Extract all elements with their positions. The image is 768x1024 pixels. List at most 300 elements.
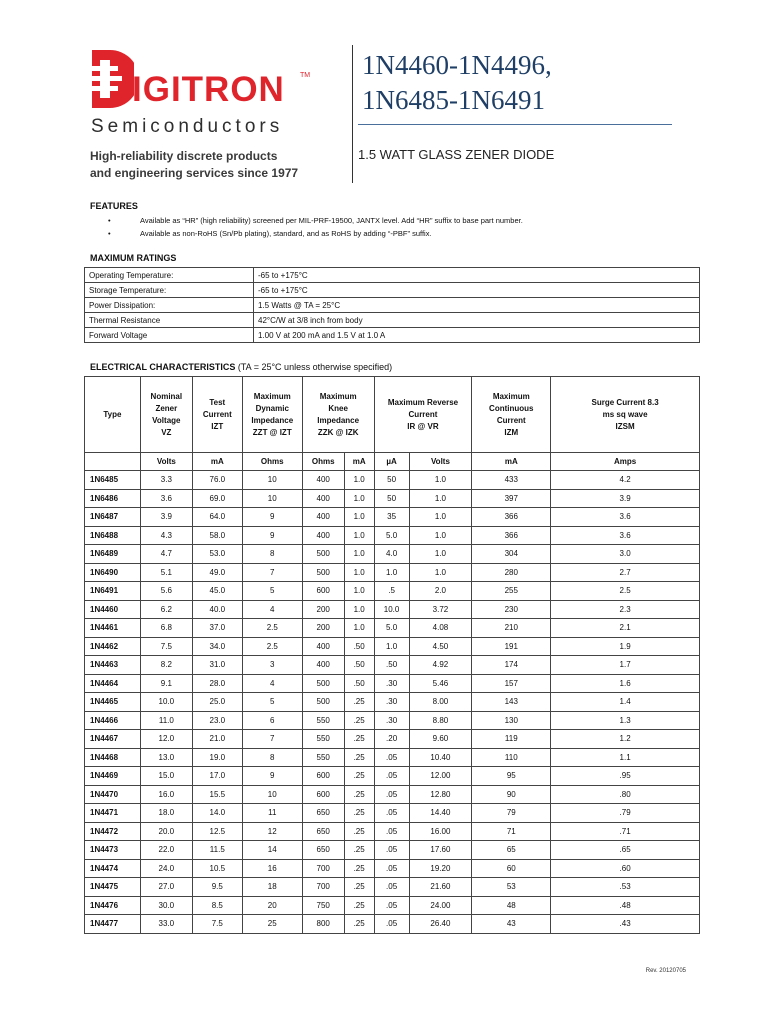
value-cell: 400 — [302, 526, 344, 545]
value-cell: 23.0 — [192, 711, 242, 730]
value-cell: 65 — [472, 841, 551, 860]
unit-cell — [85, 453, 141, 471]
product-subtitle: 1.5 WATT GLASS ZENER DIODE — [358, 147, 555, 162]
value-cell: 27.0 — [140, 878, 192, 897]
table-row — [85, 841, 700, 860]
value-cell: .53 — [551, 878, 700, 897]
value-cell: 21.60 — [409, 878, 472, 897]
value-cell: 43 — [472, 915, 551, 934]
table-row — [85, 563, 700, 582]
rating-value: -65 to +175°C — [254, 268, 700, 283]
value-cell: 600 — [302, 582, 344, 601]
value-cell: 28.0 — [192, 674, 242, 693]
value-cell: 25.0 — [192, 693, 242, 712]
rating-value: 42°C/W at 3/8 inch from body — [254, 313, 700, 328]
value-cell: 8.5 — [192, 896, 242, 915]
value-cell: 16 — [242, 859, 302, 878]
col-izm: Maximum Continuous Current IZM — [472, 377, 551, 453]
value-cell: 69.0 — [192, 489, 242, 508]
value-cell: 5.1 — [140, 563, 192, 582]
value-cell: 26.40 — [409, 915, 472, 934]
value-cell: 700 — [302, 878, 344, 897]
value-cell: .05 — [374, 896, 409, 915]
value-cell: 397 — [472, 489, 551, 508]
value-cell: 600 — [302, 767, 344, 786]
value-cell: 33.0 — [140, 915, 192, 934]
rating-value: -65 to +175°C — [254, 283, 700, 298]
value-cell: 40.0 — [192, 600, 242, 619]
max-ratings-table — [84, 267, 700, 343]
value-cell: 7 — [242, 730, 302, 749]
value-cell: .43 — [551, 915, 700, 934]
table-row — [85, 637, 700, 656]
type-cell: 1N4461 — [85, 619, 141, 638]
value-cell: 130 — [472, 711, 551, 730]
value-cell: 16.00 — [409, 822, 472, 841]
value-cell: 500 — [302, 563, 344, 582]
value-cell: 76.0 — [192, 471, 242, 490]
logo-subtitle: Semiconductors — [91, 116, 284, 137]
value-cell: 3.6 — [551, 508, 700, 527]
table-row — [85, 508, 700, 527]
value-cell: 6 — [242, 711, 302, 730]
value-cell: 1.0 — [344, 563, 374, 582]
value-cell: 230 — [472, 600, 551, 619]
table-row — [85, 656, 700, 675]
value-cell: 200 — [302, 619, 344, 638]
value-cell: .65 — [551, 841, 700, 860]
value-cell: 3.72 — [409, 600, 472, 619]
value-cell: 11.0 — [140, 711, 192, 730]
table-row — [85, 619, 700, 638]
feature-item — [108, 227, 523, 240]
value-cell: 19.0 — [192, 748, 242, 767]
title-rule — [358, 124, 672, 125]
feature-item — [108, 214, 523, 227]
value-cell: 1.0 — [374, 637, 409, 656]
value-cell: 5 — [242, 582, 302, 601]
value-cell: 1.0 — [409, 563, 472, 582]
value-cell: 8 — [242, 748, 302, 767]
table-row — [85, 526, 700, 545]
table-row — [85, 878, 700, 897]
header-row — [85, 377, 700, 453]
rating-label: Power Dissipation: — [85, 298, 254, 313]
type-cell: 1N4466 — [85, 711, 141, 730]
value-cell: 433 — [472, 471, 551, 490]
value-cell: .48 — [551, 896, 700, 915]
value-cell: 2.3 — [551, 600, 700, 619]
col-ir: Maximum Reverse Current IR @ VR — [374, 377, 472, 453]
table-row — [85, 298, 700, 313]
table-row — [85, 896, 700, 915]
value-cell: 650 — [302, 841, 344, 860]
value-cell: 10 — [242, 489, 302, 508]
type-cell: 1N4475 — [85, 878, 141, 897]
type-cell: 1N4469 — [85, 767, 141, 786]
value-cell: .30 — [374, 674, 409, 693]
features-heading: FEATURES — [90, 201, 138, 211]
value-cell: 24.00 — [409, 896, 472, 915]
value-cell: 14.40 — [409, 804, 472, 823]
tagline-line-2: and engineering services since 1977 — [90, 166, 299, 180]
value-cell: 9.5 — [192, 878, 242, 897]
value-cell: 400 — [302, 656, 344, 675]
value-cell: 30.0 — [140, 896, 192, 915]
col-izsm: Surge Current 8.3 ms sq wave IZSM — [551, 377, 700, 453]
rating-value: 1.5 Watts @ TA = 25°C — [254, 298, 700, 313]
value-cell: .5 — [374, 582, 409, 601]
value-cell: 10.5 — [192, 859, 242, 878]
value-cell: 1.0 — [409, 526, 472, 545]
value-cell: 2.5 — [551, 582, 700, 601]
features-list — [108, 214, 523, 240]
type-cell: 1N4463 — [85, 656, 141, 675]
table-row — [85, 471, 700, 490]
value-cell: 49.0 — [192, 563, 242, 582]
table-row — [85, 674, 700, 693]
value-cell: 45.0 — [192, 582, 242, 601]
value-cell: 24.0 — [140, 859, 192, 878]
value-cell: 1.0 — [344, 508, 374, 527]
value-cell: 14.0 — [192, 804, 242, 823]
value-cell: 25 — [242, 915, 302, 934]
unit-cell: Ohms — [242, 453, 302, 471]
electrical-condition: (TA = 25°C unless otherwise specified) — [237, 362, 393, 372]
feature-text: Available as non-RoHS (Sn/Pb plating), standard, and as RoHS by adding “-PBF” suffix. — [140, 229, 432, 238]
rating-label: Operating Temperature: — [85, 268, 254, 283]
type-cell: 1N6489 — [85, 545, 141, 564]
value-cell: 600 — [302, 785, 344, 804]
value-cell: .25 — [344, 804, 374, 823]
table-row — [85, 804, 700, 823]
type-cell: 1N4464 — [85, 674, 141, 693]
value-cell: .25 — [344, 785, 374, 804]
max-ratings-heading: MAXIMUM RATINGS — [90, 253, 177, 263]
value-cell: 1.7 — [551, 656, 700, 675]
value-cell: 6.2 — [140, 600, 192, 619]
value-cell: 8.2 — [140, 656, 192, 675]
value-cell: 119 — [472, 730, 551, 749]
value-cell: 1.0 — [344, 545, 374, 564]
value-cell: .25 — [344, 878, 374, 897]
value-cell: 53.0 — [192, 545, 242, 564]
unit-cell: Volts — [409, 453, 472, 471]
value-cell: 79 — [472, 804, 551, 823]
value-cell: 1.0 — [374, 563, 409, 582]
part-range-2: 1N6485-1N6491 — [362, 85, 545, 115]
value-cell: 1.0 — [409, 471, 472, 490]
table-row — [85, 489, 700, 508]
value-cell: 1.3 — [551, 711, 700, 730]
value-cell: 1.0 — [344, 471, 374, 490]
type-cell: 1N4472 — [85, 822, 141, 841]
table-row — [85, 730, 700, 749]
value-cell: .05 — [374, 841, 409, 860]
value-cell: 9 — [242, 767, 302, 786]
table-row — [85, 748, 700, 767]
value-cell: 58.0 — [192, 526, 242, 545]
table-row — [85, 600, 700, 619]
unit-cell: mA — [472, 453, 551, 471]
value-cell: 11.5 — [192, 841, 242, 860]
value-cell: 191 — [472, 637, 551, 656]
value-cell: 4.7 — [140, 545, 192, 564]
value-cell: 7 — [242, 563, 302, 582]
value-cell: 12 — [242, 822, 302, 841]
value-cell: 210 — [472, 619, 551, 638]
value-cell: 7.5 — [140, 637, 192, 656]
type-cell: 1N4474 — [85, 859, 141, 878]
value-cell: 16.0 — [140, 785, 192, 804]
part-range-1: 1N4460-1N4496, — [362, 50, 552, 80]
type-cell: 1N4477 — [85, 915, 141, 934]
col-vz: Nominal Zener Voltage VZ — [140, 377, 192, 453]
value-cell: .30 — [374, 693, 409, 712]
value-cell: 9 — [242, 526, 302, 545]
col-zzk: Maximum Knee Impedance ZZK @ IZK — [302, 377, 374, 453]
value-cell: 14 — [242, 841, 302, 860]
table-row — [85, 545, 700, 564]
type-cell: 1N6488 — [85, 526, 141, 545]
value-cell: 200 — [302, 600, 344, 619]
value-cell: 255 — [472, 582, 551, 601]
value-cell: .80 — [551, 785, 700, 804]
logo-wordmark: IGITRON — [132, 70, 285, 109]
table-row — [85, 313, 700, 328]
value-cell: 12.80 — [409, 785, 472, 804]
value-cell: 12.00 — [409, 767, 472, 786]
value-cell: .50 — [344, 674, 374, 693]
value-cell: .05 — [374, 804, 409, 823]
value-cell: 15.0 — [140, 767, 192, 786]
table-row — [85, 711, 700, 730]
type-cell: 1N6485 — [85, 471, 141, 490]
type-cell: 1N4470 — [85, 785, 141, 804]
part-number-title — [362, 48, 552, 118]
col-zzt: Maximum Dynamic Impedance ZZT @ IZT — [242, 377, 302, 453]
value-cell: 1.6 — [551, 674, 700, 693]
value-cell: 50 — [374, 489, 409, 508]
value-cell: 2.7 — [551, 563, 700, 582]
type-cell: 1N4476 — [85, 896, 141, 915]
value-cell: 37.0 — [192, 619, 242, 638]
company-logo — [88, 46, 311, 138]
value-cell: 366 — [472, 508, 551, 527]
value-cell: 64.0 — [192, 508, 242, 527]
electrical-heading — [90, 362, 392, 372]
bullet-icon: • — [108, 216, 111, 225]
value-cell: .25 — [344, 748, 374, 767]
feature-text: Available as “HR” (high reliability) screened per MIL-PRF-19500, JANTX level. Add “HR” suffix to base part number. — [140, 216, 523, 225]
value-cell: 3.9 — [551, 489, 700, 508]
value-cell: 22.0 — [140, 841, 192, 860]
table-row — [85, 785, 700, 804]
value-cell: 31.0 — [192, 656, 242, 675]
table-row — [85, 328, 700, 343]
trademark-mark: TM — [300, 72, 311, 79]
tagline-line-1: High-reliability discrete products — [90, 149, 278, 163]
value-cell: .50 — [344, 656, 374, 675]
value-cell: 34.0 — [192, 637, 242, 656]
value-cell: 53 — [472, 878, 551, 897]
unit-cell: mA — [192, 453, 242, 471]
value-cell: .05 — [374, 878, 409, 897]
value-cell: 4.50 — [409, 637, 472, 656]
value-cell: .25 — [344, 841, 374, 860]
value-cell: 1.9 — [551, 637, 700, 656]
value-cell: 366 — [472, 526, 551, 545]
value-cell: 280 — [472, 563, 551, 582]
value-cell: 400 — [302, 489, 344, 508]
value-cell: 21.0 — [192, 730, 242, 749]
value-cell: 95 — [472, 767, 551, 786]
value-cell: 143 — [472, 693, 551, 712]
value-cell: 2.0 — [409, 582, 472, 601]
value-cell: 4 — [242, 600, 302, 619]
value-cell: 304 — [472, 545, 551, 564]
value-cell: 157 — [472, 674, 551, 693]
value-cell: 10 — [242, 471, 302, 490]
value-cell: 60 — [472, 859, 551, 878]
type-cell: 1N4467 — [85, 730, 141, 749]
value-cell: 2.1 — [551, 619, 700, 638]
table-row — [85, 822, 700, 841]
value-cell: 174 — [472, 656, 551, 675]
table-row — [85, 283, 700, 298]
value-cell: 1.1 — [551, 748, 700, 767]
value-cell: 4 — [242, 674, 302, 693]
table-row — [85, 859, 700, 878]
value-cell: 1.0 — [409, 489, 472, 508]
value-cell: 35 — [374, 508, 409, 527]
value-cell: 10.40 — [409, 748, 472, 767]
value-cell: 5.46 — [409, 674, 472, 693]
electrical-title: ELECTRICAL CHARACTERISTICS — [90, 362, 236, 372]
value-cell: 500 — [302, 545, 344, 564]
digitron-d-logo-icon — [88, 46, 134, 112]
value-cell: 4.08 — [409, 619, 472, 638]
value-cell: 8.00 — [409, 693, 472, 712]
value-cell: 2.5 — [242, 619, 302, 638]
type-cell: 1N6487 — [85, 508, 141, 527]
value-cell: .25 — [344, 693, 374, 712]
value-cell: 48 — [472, 896, 551, 915]
value-cell: 1.0 — [344, 489, 374, 508]
company-tagline — [90, 148, 340, 182]
value-cell: 4.92 — [409, 656, 472, 675]
value-cell: 4.2 — [551, 471, 700, 490]
value-cell: 1.0 — [409, 545, 472, 564]
value-cell: .50 — [374, 656, 409, 675]
type-cell: 1N4462 — [85, 637, 141, 656]
col-izt: Test Current IZT — [192, 377, 242, 453]
bullet-icon: • — [108, 229, 111, 238]
value-cell: 90 — [472, 785, 551, 804]
value-cell: .60 — [551, 859, 700, 878]
value-cell: 5.6 — [140, 582, 192, 601]
value-cell: 17.60 — [409, 841, 472, 860]
header-divider — [352, 45, 353, 183]
value-cell: 700 — [302, 859, 344, 878]
value-cell: .25 — [344, 822, 374, 841]
value-cell: 500 — [302, 674, 344, 693]
value-cell: .71 — [551, 822, 700, 841]
unit-cell: µA — [374, 453, 409, 471]
value-cell: 9.60 — [409, 730, 472, 749]
value-cell: .05 — [374, 915, 409, 934]
value-cell: 1.2 — [551, 730, 700, 749]
value-cell: 3 — [242, 656, 302, 675]
unit-cell: mA — [344, 453, 374, 471]
unit-cell: Amps — [551, 453, 700, 471]
value-cell: .05 — [374, 748, 409, 767]
value-cell: .95 — [551, 767, 700, 786]
table-row — [85, 915, 700, 934]
value-cell: 20 — [242, 896, 302, 915]
value-cell: 650 — [302, 804, 344, 823]
value-cell: 550 — [302, 711, 344, 730]
rating-label: Forward Voltage — [85, 328, 254, 343]
value-cell: 400 — [302, 471, 344, 490]
value-cell: 3.6 — [140, 489, 192, 508]
value-cell: 3.0 — [551, 545, 700, 564]
value-cell: 750 — [302, 896, 344, 915]
electrical-table-body — [85, 471, 700, 934]
rating-value: 1.00 V at 200 mA and 1.5 V at 1.0 A — [254, 328, 700, 343]
type-cell: 1N6491 — [85, 582, 141, 601]
value-cell: .20 — [374, 730, 409, 749]
value-cell: 3.3 — [140, 471, 192, 490]
value-cell: 5.0 — [374, 526, 409, 545]
rating-label: Thermal Resistance — [85, 313, 254, 328]
value-cell: 10 — [242, 785, 302, 804]
type-cell: 1N6486 — [85, 489, 141, 508]
value-cell: .30 — [374, 711, 409, 730]
value-cell: 1.0 — [344, 582, 374, 601]
value-cell: 1.0 — [344, 619, 374, 638]
value-cell: 500 — [302, 693, 344, 712]
value-cell: .05 — [374, 767, 409, 786]
value-cell: .79 — [551, 804, 700, 823]
value-cell: 7.5 — [192, 915, 242, 934]
value-cell: 9 — [242, 508, 302, 527]
value-cell: 12.5 — [192, 822, 242, 841]
table-row — [85, 693, 700, 712]
rating-label: Storage Temperature: — [85, 283, 254, 298]
type-cell: 1N6490 — [85, 563, 141, 582]
value-cell: 12.0 — [140, 730, 192, 749]
value-cell: .05 — [374, 822, 409, 841]
value-cell: .50 — [344, 637, 374, 656]
table-row — [85, 767, 700, 786]
value-cell: 2.5 — [242, 637, 302, 656]
value-cell: 4.0 — [374, 545, 409, 564]
units-row — [85, 453, 700, 471]
value-cell: .05 — [374, 859, 409, 878]
type-cell: 1N4468 — [85, 748, 141, 767]
type-cell: 1N4460 — [85, 600, 141, 619]
value-cell: 1.0 — [344, 600, 374, 619]
value-cell: 1.0 — [344, 526, 374, 545]
value-cell: 18.0 — [140, 804, 192, 823]
type-cell: 1N4473 — [85, 841, 141, 860]
table-row — [85, 582, 700, 601]
value-cell: 1.4 — [551, 693, 700, 712]
value-cell: 17.0 — [192, 767, 242, 786]
value-cell: 400 — [302, 508, 344, 527]
value-cell: .25 — [344, 730, 374, 749]
